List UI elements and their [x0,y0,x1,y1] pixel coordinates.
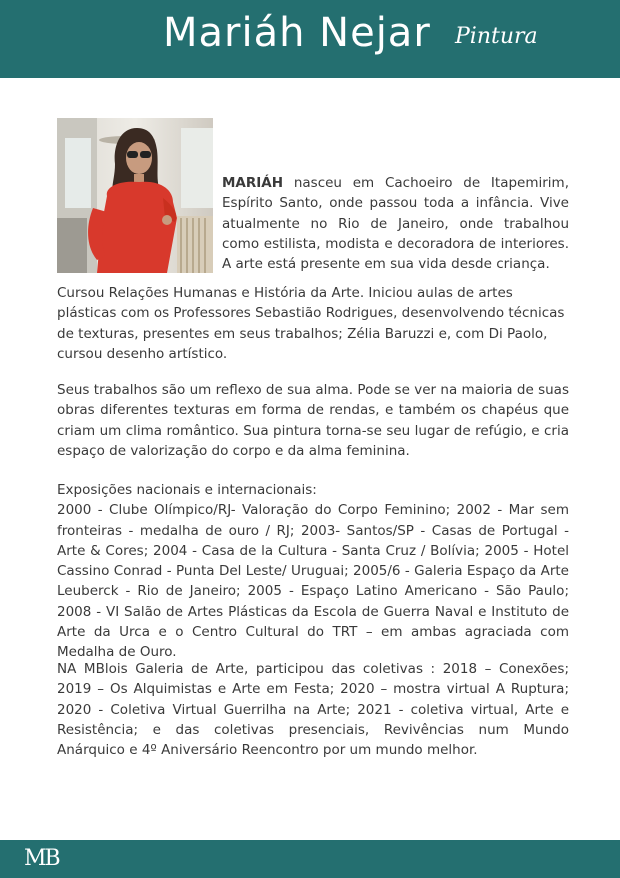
exhibitions-list: 2000 - Clube Olímpico/RJ- Valoração do Corpo Feminino; 2002 - Mar sem fronteiras - medalha de ouro / RJ; 2003- Santos/SP - Casas de Portugal - Arte & Cores; 2004 - Casa de la Cultura - Santa Cruz / Bolívia; 2005 - Hotel Cassino Conrad - Punta Del Leste/ Uruguai; 2005/6 - Galeria Espaço da Arte Leuberck - Rio de Janeiro; 2005 - Espaço Latino Americano - São Paulo; 2008 - VI Salão de Artes Plásticas da Escola de Guerra Naval e Instituto de Arte da Urca e o Centro Cultural do TRT – em ambas agraciada com Medalha de Ouro. [57,502,569,661]
education-paragraph: Cursou Relações Humanas e História da Arte. Iniciou aulas de artes plásticas com os Professores Sebastião Rodrigues, desenvolvendo técnicas de texturas, presentes em seus trabalhos; Zélia Baruzzi e, com Di Paolo, cursou desenho artístico. [57,285,565,362]
intro-paragraph [222,173,569,274]
footer-band [0,840,620,878]
artist-name-title: Mariáh Nejar [163,10,431,56]
mb-logo: MB [24,846,59,871]
gallery-paragraph: NA MBlois Galeria de Arte, participou das coletivas : 2018 – Conexões; 2019 – Os Alquimistas e Arte em Festa; 2020 – mostra virtual A Ruptura; 2020 - Coletiva Virtual Guerrilha na Arte; 2021 - coletiva virtual, Arte e Resistência; e das coletivas presenciais, Revivências num Mundo Anárquico e 4º Aniversário Reencontro por um mundo melhor. [57,661,569,759]
exhibitions-title: Exposições nacionais e internacionais: [57,482,317,498]
intro-text: nasceu em Cachoeiro de Itapemirim, Espírito Santo, onde passou toda a infância. Vive atualmente no Rio de Janeiro, onde trabalhou como estilista, modista e decoradora de interiores. A arte está presente em sua vida desde criança. [222,175,569,273]
category-label: Pintura [455,24,538,49]
exhibitions-paragraph [57,480,569,663]
header-band [0,0,620,78]
works-paragraph: Seus trabalhos são um reflexo de sua alma. Pode se ver na maioria de suas obras diferentes texturas em forma de rendas, e também os chapéus que criam um clima romântico. Sua pintura torna-se seu lugar de refúgio, e cria espaço de valorização do corpo e da alma feminina. [57,382,569,459]
intro-name-lead: MARIÁH [222,175,284,191]
artist-portrait-photo [57,118,213,273]
